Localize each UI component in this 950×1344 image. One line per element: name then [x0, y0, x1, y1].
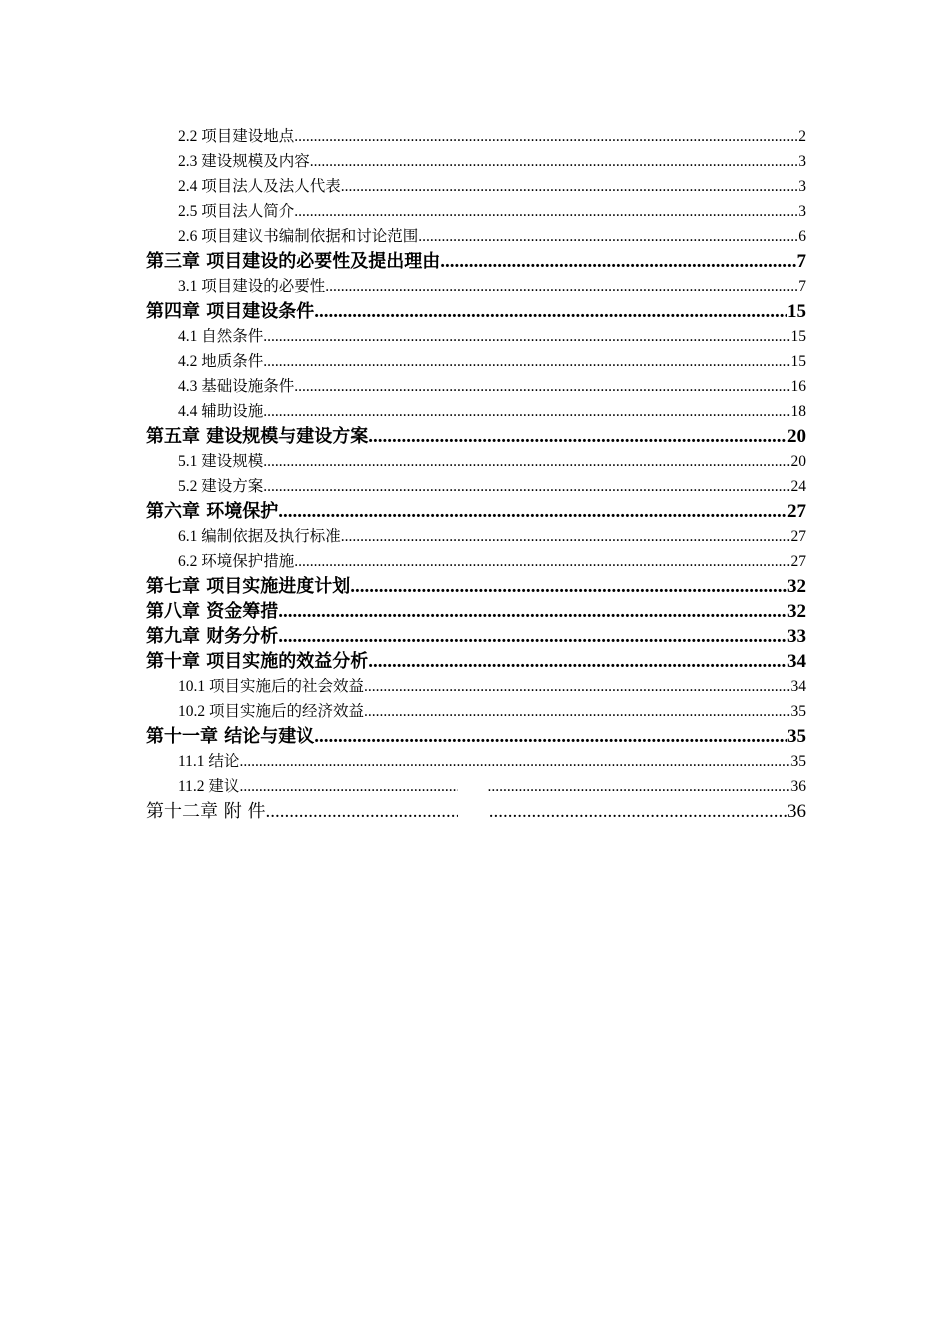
- toc-entry-title: 2.5 项目法人简介: [178, 203, 295, 220]
- toc-chapter-entry[interactable]: [146, 574, 806, 599]
- toc-chapter-entry[interactable]: [146, 299, 806, 324]
- toc-page-number: 20: [787, 426, 806, 447]
- dot-leader: [418, 224, 798, 249]
- toc-chapter-title: 第十章 项目实施的效益分析: [146, 651, 369, 672]
- toc-chapter-title: 第六章 环境保护: [146, 501, 279, 522]
- toc-entry-title: 10.2 项目实施后的经济效益: [178, 703, 365, 720]
- toc-page-number: 33: [787, 626, 806, 647]
- toc-page-number: 15: [790, 353, 806, 370]
- dot-leader: [263, 449, 790, 474]
- toc-page-number: 27: [787, 501, 806, 522]
- toc-page-number: 7: [798, 278, 806, 295]
- toc-chapter-title: 第十二章 附 件: [146, 801, 266, 822]
- dot-leader: [310, 149, 798, 174]
- toc-page-number: 3: [798, 153, 806, 170]
- toc-chapter-title: 第七章 项目实施进度计划: [146, 576, 351, 597]
- dot-leader: [368, 649, 787, 674]
- toc-page-number: 27: [790, 528, 806, 545]
- toc-entry-title: 2.2 项目建设地点: [178, 128, 295, 145]
- dot-leader: [239, 774, 790, 799]
- toc-chapter-entry[interactable]: [146, 424, 806, 449]
- dot-leader: [278, 499, 787, 524]
- toc-entry-title: 6.1 编制依据及执行标准: [178, 528, 341, 545]
- dot-leader: [440, 249, 796, 274]
- toc-chapter-title: 第八章 资金筹措: [146, 601, 279, 622]
- toc-entry-title: 6.2 环境保护措施: [178, 553, 295, 570]
- toc-page-number: 35: [790, 703, 806, 720]
- dot-leader: [350, 574, 787, 599]
- dot-leader: [263, 399, 790, 424]
- toc-entry-title: 4.4 辅助设施: [178, 403, 264, 420]
- dot-leader: [341, 524, 791, 549]
- dot-leader: [294, 199, 798, 224]
- toc-entry-title: 5.1 建设规模: [178, 453, 264, 470]
- table-of-contents: [146, 124, 806, 824]
- toc-entry[interactable]: [146, 224, 806, 249]
- dot-leader: [239, 749, 790, 774]
- toc-chapter-title: 第九章 财务分析: [146, 626, 279, 647]
- toc-page-number: 3: [798, 178, 806, 195]
- toc-entry-title: 5.2 建设方案: [178, 478, 264, 495]
- dot-leader: [364, 699, 790, 724]
- toc-entry[interactable]: [146, 449, 806, 474]
- toc-chapter-entry[interactable]: [146, 649, 806, 674]
- dot-leader: [263, 474, 790, 499]
- dot-leader: [341, 174, 798, 199]
- toc-page-number: 32: [787, 601, 806, 622]
- toc-page-number: 18: [790, 403, 806, 420]
- toc-page-number: 15: [787, 301, 806, 322]
- toc-page-number: 35: [790, 753, 806, 770]
- toc-page-number: 2: [798, 128, 806, 145]
- toc-entry-title: 2.4 项目法人及法人代表: [178, 178, 341, 195]
- toc-entry[interactable]: [146, 349, 806, 374]
- toc-page-number: 6: [798, 228, 806, 245]
- toc-chapter-entry[interactable]: [146, 624, 806, 649]
- toc-chapter-entry[interactable]: [146, 499, 806, 524]
- dot-leader: [294, 124, 798, 149]
- toc-entry-title: 4.1 自然条件: [178, 328, 264, 345]
- toc-entry[interactable]: [146, 124, 806, 149]
- toc-page-number: 3: [798, 203, 806, 220]
- toc-entry[interactable]: [146, 699, 806, 724]
- dot-leader: [278, 624, 787, 649]
- toc-page-number: 34: [787, 651, 806, 672]
- dot-leader: [265, 799, 787, 824]
- toc-entry[interactable]: [146, 749, 806, 774]
- toc-entry[interactable]: [146, 474, 806, 499]
- dot-leader: [263, 324, 790, 349]
- toc-entry-title: 3.1 项目建设的必要性: [178, 278, 326, 295]
- toc-page-number: 7: [796, 251, 806, 272]
- toc-entry[interactable]: [146, 374, 806, 399]
- toc-entry-title: 4.3 基础设施条件: [178, 378, 295, 395]
- dot-leader: [294, 549, 790, 574]
- toc-entry[interactable]: [146, 174, 806, 199]
- dot-leader: [364, 674, 790, 699]
- dot-leader: [263, 349, 790, 374]
- toc-chapter-entry[interactable]: [146, 724, 806, 749]
- toc-page-number: 15: [790, 328, 806, 345]
- toc-entry[interactable]: [146, 399, 806, 424]
- dot-leader: [314, 724, 787, 749]
- toc-chapter-entry[interactable]: [146, 599, 806, 624]
- toc-page-number: 35: [787, 726, 806, 747]
- toc-entry[interactable]: [146, 524, 806, 549]
- leader-gap: [458, 772, 488, 820]
- toc-chapter-entry[interactable]: [146, 249, 806, 274]
- toc-page-number: 20: [790, 453, 806, 470]
- toc-entry[interactable]: [146, 199, 806, 224]
- toc-entry-title: 4.2 地质条件: [178, 353, 264, 370]
- toc-entry[interactable]: [146, 674, 806, 699]
- toc-page-number: 34: [790, 678, 806, 695]
- toc-entry[interactable]: [146, 549, 806, 574]
- dot-leader: [314, 299, 787, 324]
- toc-chapter-title: 第三章 项目建设的必要性及提出理由: [146, 251, 441, 272]
- toc-entry[interactable]: [146, 324, 806, 349]
- dot-leader: [294, 374, 790, 399]
- dot-leader: [325, 274, 798, 299]
- toc-page-number: 24: [790, 478, 806, 495]
- dot-leader: [278, 599, 787, 624]
- toc-entry-title: 10.1 项目实施后的社会效益: [178, 678, 365, 695]
- toc-chapter-title: 第十一章 结论与建议: [146, 726, 315, 747]
- toc-page-number: 16: [790, 378, 806, 395]
- toc-chapter-title: 第四章 项目建设条件: [146, 301, 315, 322]
- toc-entry[interactable]: [146, 149, 806, 174]
- toc-page-number: 32: [787, 576, 806, 597]
- toc-page-number: 27: [790, 553, 806, 570]
- toc-page-number: 36: [790, 778, 806, 795]
- toc-page-number: 36: [787, 801, 806, 822]
- toc-entry-title: 2.3 建设规模及内容: [178, 153, 310, 170]
- toc-entry-title: 11.1 结论: [178, 753, 240, 770]
- toc-entry-title: 2.6 项目建议书编制依据和讨论范围: [178, 228, 419, 245]
- toc-entry[interactable]: [146, 274, 806, 299]
- toc-chapter-title: 第五章 建设规模与建设方案: [146, 426, 369, 447]
- dot-leader: [368, 424, 787, 449]
- toc-entry-title: 11.2 建议: [178, 778, 240, 795]
